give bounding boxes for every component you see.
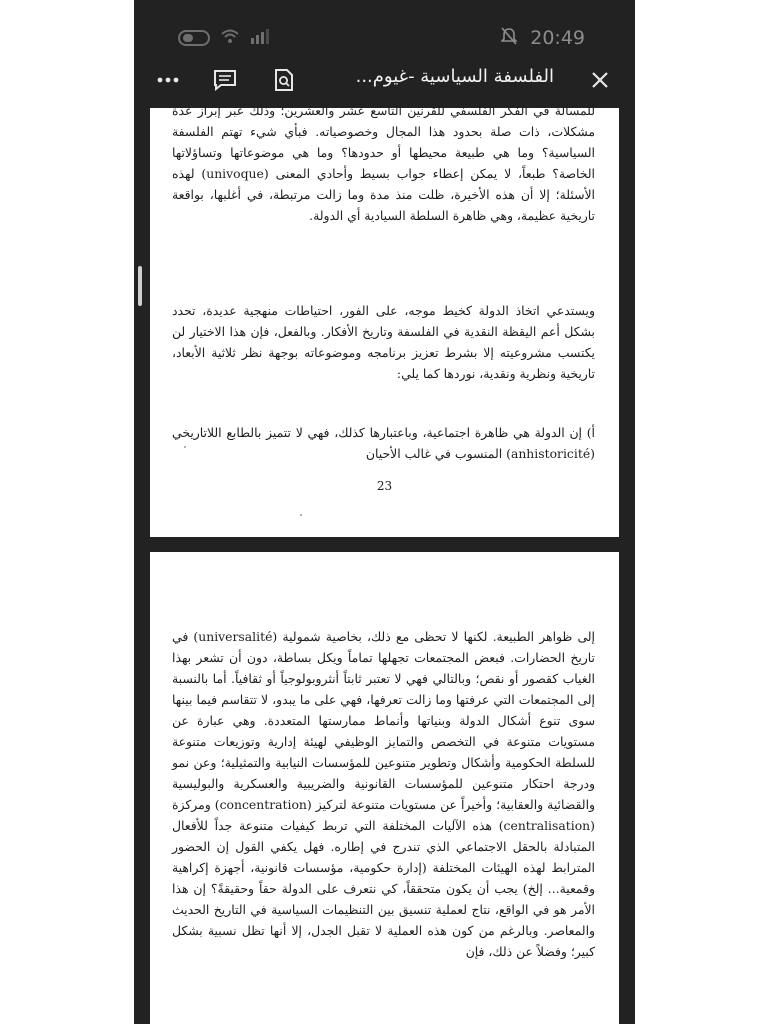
scroll-handle[interactable] <box>138 266 142 306</box>
status-bar <box>134 0 635 52</box>
mute-icon <box>501 27 517 49</box>
page-paragraph: أ) إن الدولة هي ظاهرة اجتماعية، وباعتبارها كذلك، فهي لا تتميز بالطابع اللاتاريخي (anhistoricité) المنسوب في غالب الأحيان <box>172 425 595 461</box>
page-paragraph: ويستدعي اتخاذ الدولة كخيط موجه، على الفور، احتياطات منهجية عديدة، تحدد بشكل أعم اليقظة النقدية في الفلسفة وتاريخ الأفكار. وبالفعل، فإن هذا الاختيار لن يكتسب مشروعيته إلا بشرط تعزيز برنامجه وموضوعاته بوجهة نظر ثلاثية الأبعاد، تاريخية ونظرية ونقدية، نوردها كما يلي: <box>172 303 595 381</box>
more-icon[interactable] <box>154 66 182 94</box>
scan-speck <box>184 446 186 448</box>
page-number: 23 <box>376 479 393 493</box>
document-title: الفلسفة السياسية -غيوم... <box>355 66 554 87</box>
close-icon[interactable] <box>586 66 614 94</box>
document-page <box>150 552 619 1024</box>
search-doc-icon[interactable] <box>270 66 298 94</box>
phone-screen <box>134 0 635 1024</box>
status-time: 20:49 <box>530 27 585 49</box>
wifi-icon <box>220 28 240 48</box>
page-paragraph: للمسألة في الفكر الفلسفي للقرنين التاسع عشر والعشرين؛ وذلك عبر إبراز عدة مشكلات، ذات صلة بحدود هذا المجال وخصوصياته. فبأي شيء تهتم الفلسفة السياسية؟ وما هي طبيعة محيطها أو حدودها؟ وما هي موضوعاتها وتساؤلاتها الخاصة؟ طبعاً، لا يمكن إعطاء جواب بسيط وأحادي المعنى (univoque) لهذه الأسئلة؛ إلا أن هذه الأخيرة، ظلت منذ مدة وما زالت مرتبطة، في أغلبها، بواقعة تاريخية عظيمة، وهي ظاهرة السلطة السيادية أي الدولة. <box>172 103 596 223</box>
signal-icon <box>250 28 272 48</box>
toggle-icon <box>178 30 210 46</box>
scan-speck <box>300 514 302 516</box>
status-icons <box>178 28 272 48</box>
page-paragraph: إلى ظواهر الطبيعة. لكنها لا تحظى مع ذلك، بخاصية شمولية (universalité) في تاريخ الحضارات. فبعض المجتمعات تجهلها تماماً ويكل بساطة، دون أن تشعر بهذا الغياب كقصور أو نقص؛ وبالتالي فهي لا تعتبر ثابتاً أنثروبولوجياً أو ثقافياً. أما بالنسبة إلى المجتمعات التي عرفتها وما زالت تعرفها، فهي على ما يبدو، لا تتقاسم فيما بينها سوى تنوع أشكال الدولة وبنياتها وأنماط ممارستها المتعددة. وهي عبارة عن مستويات متنوعة في التخصص والتمايز الوظيفي لهيئة إدارية وتوزيعات متنوعة للسلطة الحكومية وأشكال وتطوير متنوعين للمؤسسات النيابية والتمثيلية؛ وعن نمو ودرجة احتكار متنوعين للمؤسسات القانونية والضريبية والعسكرية والبوليسية والقضائية والعقابية؛ وأخيراً عن مستويات متنوعة لتركيز (concentration) ومركزة (centralisation) هذه الآليات المختلفة التي تربط كيفيات متنوعة جداً للأفعال المتبادلة بالحقل الاجتماعي الذي تندرج في إطاره. فهل يكفي القول إن الحضور المترابط لهذه الهيئات المختلفة (إدارة حكومية، مؤسسات قانونية، أجهزة إكراهية وقمعية... إلخ) يجب أن يكون متحققاً، كي نتعرف على الدولة حقاً وحقيقةً؟ إن هذا الأمر هو في الواقع، نتاج لعملية تنسيق بين التنظيمات السياسية في التاريخ الحديث والمعاصر. وبالرغم من كون هذه العملية لا تقبل الجدل، إلا أنها تظل نسبية بشكل كبير؛ وفضلاً عن ذلك، فإن <box>172 629 595 959</box>
document-page <box>150 103 619 537</box>
comment-icon[interactable] <box>211 66 239 94</box>
